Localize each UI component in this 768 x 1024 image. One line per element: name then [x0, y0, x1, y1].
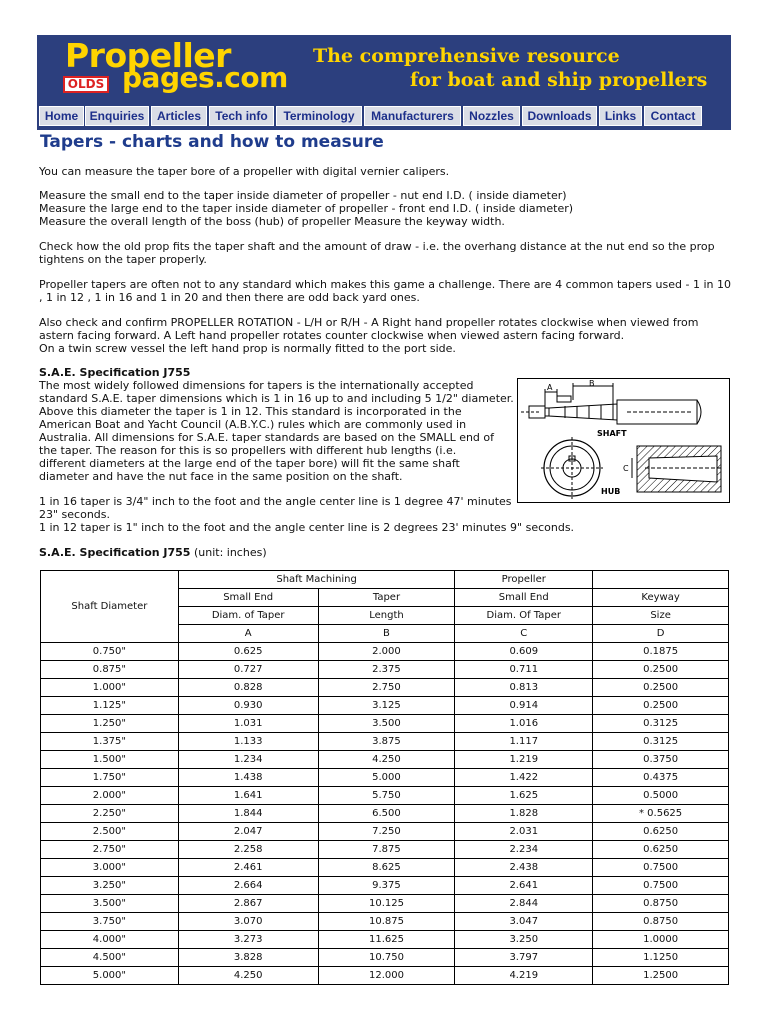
subheader-taper: Taper: [318, 589, 455, 607]
table-row: [41, 733, 729, 751]
nav-articles[interactable]: Articles: [151, 106, 207, 126]
table-cell: 0.7500: [593, 877, 729, 895]
table-cell: 2.031: [455, 823, 593, 841]
table-cell: 10.750: [318, 949, 455, 967]
table-cell: 1.031: [178, 715, 318, 733]
subheader-size: Size: [593, 607, 729, 625]
site-banner: [37, 35, 731, 103]
letter-c: C: [455, 625, 593, 643]
nav-manufacturers[interactable]: Manufacturers: [364, 106, 461, 126]
table-cell: 1.375": [41, 733, 179, 751]
sae-line-7: different diameters at the large end of the taper bore) will fit the same shaft: [39, 457, 460, 470]
table-cell: 1.2500: [593, 967, 729, 985]
table-row: [41, 787, 729, 805]
nav-links[interactable]: Links: [599, 106, 642, 126]
sae-line-3: Above this diameter the taper is 1 in 12. This standard is incorporated in the: [39, 405, 462, 418]
table-cell: 0.711: [455, 661, 593, 679]
table-cell: 1.250": [41, 715, 179, 733]
table-cell: 1.000": [41, 679, 179, 697]
table-cell: 3.797: [455, 949, 593, 967]
taper-diagram: [517, 378, 730, 503]
table-row: [41, 697, 729, 715]
table-cell: 2.750: [318, 679, 455, 697]
table-cell: 1.219: [455, 751, 593, 769]
table-cell: 1.844: [178, 805, 318, 823]
header-shaft-diameter: Shaft Diameter: [41, 571, 179, 643]
table-cell: 0.609: [455, 643, 593, 661]
table-row: [41, 823, 729, 841]
table-cell: 10.875: [318, 913, 455, 931]
intro-tapers-line-2: , 1 in 12 , 1 in 16 and 1 in 20 and then there are odd back yard ones.: [39, 291, 420, 304]
table-cell: 2.664: [178, 877, 318, 895]
table-cell: 0.625: [178, 643, 318, 661]
table-row: [41, 913, 729, 931]
table-cell: 1.117: [455, 733, 593, 751]
table-cell: 4.250: [178, 967, 318, 985]
table-cell: 1.625: [455, 787, 593, 805]
taper16-line-2: 23" seconds.: [39, 508, 111, 521]
intro-draw-line-1: Check how the old prop fits the taper shaft and the amount of draw - i.e. the overhang distance at the nut end so the prop: [39, 240, 715, 253]
table-cell: 3.875: [318, 733, 455, 751]
table-cell: 1.133: [178, 733, 318, 751]
table-cell: 0.727: [178, 661, 318, 679]
table-caption-title: S.A.E. Specification J755: [39, 546, 191, 559]
table-cell: 7.875: [318, 841, 455, 859]
table-cell: 3.047: [455, 913, 593, 931]
table-cell: 0.6250: [593, 823, 729, 841]
diagram-label-a: A: [547, 383, 553, 392]
table-row: [41, 661, 729, 679]
sae-line-1: The most widely followed dimensions for tapers is the internationally accepted: [39, 379, 474, 392]
table-cell: 3.250": [41, 877, 179, 895]
table-cell: 0.6250: [593, 841, 729, 859]
table-cell: 2.500": [41, 823, 179, 841]
table-row: [41, 751, 729, 769]
table-cell: 0.828: [178, 679, 318, 697]
table-cell: 2.461: [178, 859, 318, 877]
table-cell: 1.750": [41, 769, 179, 787]
table-cell: 5.750: [318, 787, 455, 805]
logo-text-pages[interactable]: pages.com: [122, 61, 288, 94]
table-cell: 0.8750: [593, 895, 729, 913]
table-cell: 7.250: [318, 823, 455, 841]
letter-d: D: [593, 625, 729, 643]
table-row: [41, 967, 729, 985]
diagram-label-c: C: [623, 464, 629, 473]
intro-measure-line-2: Measure the large end to the taper inside diameter of propeller - front end I.D. ( inside diameter): [39, 202, 574, 215]
intro-rotation-line-3: On a twin screw vessel the left hand prop is normally fitted to the port side.: [39, 342, 456, 355]
table-cell: 3.125: [318, 697, 455, 715]
sae-heading: S.A.E. Specification J755: [39, 366, 191, 379]
table-cell: 3.250: [455, 931, 593, 949]
table-row: [41, 841, 729, 859]
subheader-length: Length: [318, 607, 455, 625]
table-cell: 3.500": [41, 895, 179, 913]
nav-home[interactable]: Home: [39, 106, 84, 126]
sae-line-2: standard S.A.E. taper dimensions which is 1 in 16 up to and including 5 1/2" diameter.: [39, 392, 514, 405]
taper12-line: 1 in 12 taper is 1" inch to the foot and the angle center line is 2 degrees 23' minutes 9" seconds.: [39, 521, 575, 534]
table-cell: 0.875": [41, 661, 179, 679]
table-cell: 1.641: [178, 787, 318, 805]
subheader-small-end: Small End: [178, 589, 318, 607]
intro-rotation-line-1: Also check and confirm PROPELLER ROTATION - L/H or R/H - A Right hand propeller rotates clockwise when viewed from: [39, 316, 699, 329]
table-cell: 0.750": [41, 643, 179, 661]
table-cell: 0.3750: [593, 751, 729, 769]
table-cell: 1.1250: [593, 949, 729, 967]
table-cell: 0.8750: [593, 913, 729, 931]
header-propeller: Propeller: [455, 571, 593, 589]
sae-line-8: diameter and have the nut face in the same position on the shaft.: [39, 470, 403, 483]
page-title: Tapers - charts and how to measure: [40, 132, 384, 152]
table-cell: 3.500: [318, 715, 455, 733]
intro-paragraph-1: You can measure the taper bore of a propeller with digital vernier calipers.: [39, 165, 450, 178]
table-cell: 0.5000: [593, 787, 729, 805]
table-cell: 2.250": [41, 805, 179, 823]
subheader-prop-small-end: Small End: [455, 589, 593, 607]
intro-draw-line-2: tightens on the taper properly.: [39, 253, 207, 266]
intro-measure-line-1: Measure the small end to the taper inside diameter of propeller - nut end I.D. ( inside diameter): [39, 189, 567, 202]
table-cell: 0.2500: [593, 661, 729, 679]
table-cell: 2.000: [318, 643, 455, 661]
main-nav: [37, 103, 731, 130]
table-cell: 4.500": [41, 949, 179, 967]
table-row: [41, 895, 729, 913]
table-cell: 2.750": [41, 841, 179, 859]
table-cell: 1.016: [455, 715, 593, 733]
sae-taper-table: [40, 570, 729, 985]
letter-b: B: [318, 625, 455, 643]
sae-line-4: American Boat and Yacht Council (A.B.Y.C.) rules which are commonly used in: [39, 418, 467, 431]
table-cell: 12.000: [318, 967, 455, 985]
nav-downloads[interactable]: Downloads: [522, 106, 597, 126]
table-row: [41, 805, 729, 823]
table-cell: 3.828: [178, 949, 318, 967]
subheader-keyway: Keyway: [593, 589, 729, 607]
tagline-line-2: for boat and ship propellers: [410, 69, 708, 91]
table-cell: 4.250: [318, 751, 455, 769]
table-cell: 2.234: [455, 841, 593, 859]
table-cell: 1.438: [178, 769, 318, 787]
table-cell: 2.641: [455, 877, 593, 895]
diagram-label-hub: HUB: [601, 487, 621, 496]
table-cell: 2.867: [178, 895, 318, 913]
nav-terminology[interactable]: Terminology: [276, 106, 362, 126]
table-cell: 8.625: [318, 859, 455, 877]
sae-line-5: Australia. All dimensions for S.A.E. taper standards are based on the SMALL end of: [39, 431, 495, 444]
table-cell: 11.625: [318, 931, 455, 949]
table-cell: 0.2500: [593, 697, 729, 715]
table-row: [41, 949, 729, 967]
table-cell: 3.000": [41, 859, 179, 877]
table-cell: 5.000: [318, 769, 455, 787]
header-blank: [593, 571, 729, 589]
logo-text-propeller[interactable]: Propeller: [65, 36, 231, 75]
table-cell: 2.047: [178, 823, 318, 841]
table-cell: 2.375: [318, 661, 455, 679]
table-cell: 3.273: [178, 931, 318, 949]
header-shaft-machining: Shaft Machining: [178, 571, 455, 589]
table-row: [41, 769, 729, 787]
nav-contact[interactable]: Contact: [644, 106, 702, 126]
table-cell: 10.125: [318, 895, 455, 913]
diagram-label-b: B: [589, 379, 595, 388]
letter-a: A: [178, 625, 318, 643]
table-row: [41, 859, 729, 877]
table-cell: 2.258: [178, 841, 318, 859]
table-cell: 1.234: [178, 751, 318, 769]
table-row: [41, 715, 729, 733]
table-cell: * 0.5625: [593, 805, 729, 823]
nav-tech-info[interactable]: Tech info: [209, 106, 274, 126]
subheader-prop-diam-of-taper: Diam. Of Taper: [455, 607, 593, 625]
subheader-diam-of-taper: Diam. of Taper: [178, 607, 318, 625]
table-cell: 1.0000: [593, 931, 729, 949]
table-caption-unit: (unit: inches): [190, 546, 267, 559]
tagline-line-1: The comprehensive resource: [313, 45, 620, 67]
taper16-line-1: 1 in 16 taper is 3/4" inch to the foot and the angle center line is 1 degree 47' minutes: [39, 495, 512, 508]
table-cell: 0.930: [178, 697, 318, 715]
table-cell: 1.828: [455, 805, 593, 823]
table-row: [41, 679, 729, 697]
nav-enquiries[interactable]: Enquiries: [85, 106, 149, 126]
table-cell: 0.3125: [593, 715, 729, 733]
table-cell: 0.7500: [593, 859, 729, 877]
table-cell: 2.844: [455, 895, 593, 913]
table-cell: 1.422: [455, 769, 593, 787]
table-row: [41, 877, 729, 895]
table-cell: 9.375: [318, 877, 455, 895]
table-cell: 3.070: [178, 913, 318, 931]
intro-tapers-line-1: Propeller tapers are often not to any standard which makes this game a challenge. There are 4 common tapers used - 1 in 10: [39, 278, 731, 291]
table-cell: 0.914: [455, 697, 593, 715]
intro-measure-line-3: Measure the overall length of the boss (hub) of propeller Measure the keyway width.: [39, 215, 505, 228]
table-cell: 0.1875: [593, 643, 729, 661]
table-cell: 2.438: [455, 859, 593, 877]
intro-rotation-line-2: astern facing forward. A Left hand propeller rotates counter clockwise when viewed astern facing forward.: [39, 329, 625, 342]
table-cell: 1.500": [41, 751, 179, 769]
table-cell: 6.500: [318, 805, 455, 823]
table-cell: 0.3125: [593, 733, 729, 751]
table-cell: 0.813: [455, 679, 593, 697]
table-cell: 4.219: [455, 967, 593, 985]
table-cell: 5.000": [41, 967, 179, 985]
table-cell: 4.000": [41, 931, 179, 949]
nav-nozzles[interactable]: Nozzles: [463, 106, 520, 126]
table-row: [41, 931, 729, 949]
table-caption: [39, 546, 267, 559]
table-row: [41, 643, 729, 661]
olds-badge: OLDS: [63, 76, 109, 93]
diagram-label-shaft: SHAFT: [597, 429, 627, 438]
sae-line-6: the taper. The reason for this is so propellers with different hub lengths (i.e.: [39, 444, 457, 457]
table-cell: 1.125": [41, 697, 179, 715]
table-cell: 3.750": [41, 913, 179, 931]
table-cell: 2.000": [41, 787, 179, 805]
table-cell: 0.2500: [593, 679, 729, 697]
table-cell: 0.4375: [593, 769, 729, 787]
